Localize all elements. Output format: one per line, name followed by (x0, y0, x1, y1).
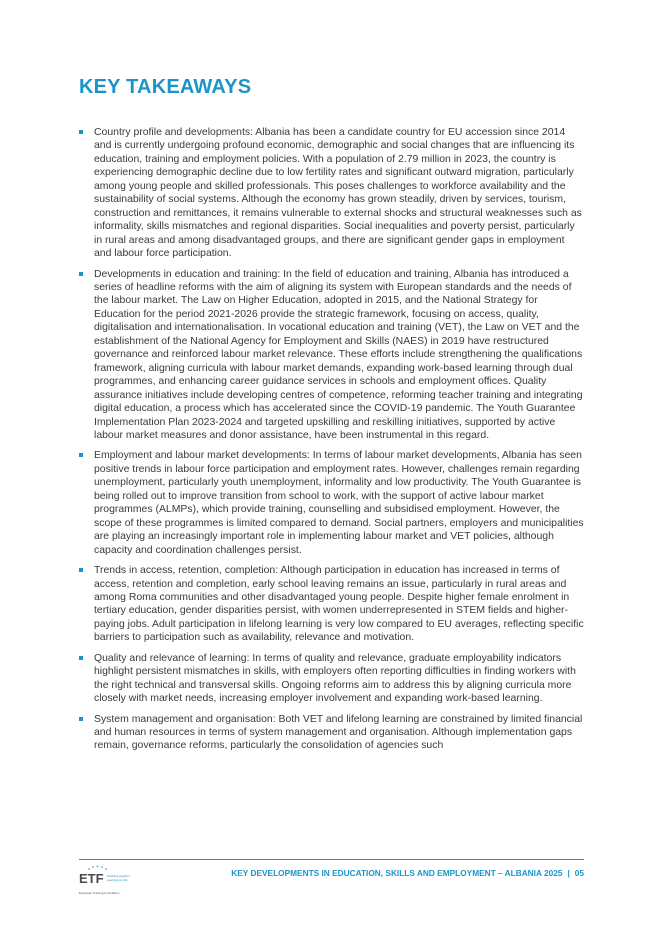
list-item (79, 449, 584, 557)
square-bullet-icon (79, 272, 83, 276)
etf-logo (79, 864, 139, 898)
list-item-text: Employment and labour market developments: In terms of labour market developments, Albania has seen positive trends in labour force participation and employment rates. However, challenges remain regarding unemployment, particularly youth unemployment, informality and low productivity. The Youth Guarantee is being rolled out to improve transition from school to work, with the support of active labour market programmes (ALMPs), which provide training, counselling and subsidised employment. However, the scope of these programmes is limited compared to demand. Social partners, employers and municipalities are playing an increasingly important role in implementing labour market and VET policies, although capacity and coordination challenges persist. (94, 450, 584, 556)
list-item (79, 268, 584, 443)
logo-wordmark: ETF (79, 871, 104, 886)
footer-title: KEY DEVELOPMENTS IN EDUCATION, SKILLS AND EMPLOYMENT – ALBANIA 2025 (231, 868, 563, 878)
square-bullet-icon (79, 656, 83, 660)
running-footer (231, 868, 584, 878)
list-item-text: Trends in access, retention, completion: Although participation in education has increased in terms of access, retention and completion, early school leaving remains an issue, particularly in rural areas and among Roma communities and other disadvantaged young people. Despite higher female enrolment in tertiary education, gender disparities persist, with women underrepresented in STEM fields and higher-paying jobs. Adult participation in lifelong learning is very low compared to EU averages, reflecting specific barriers to participation such as availability, relevance and motivation. (94, 565, 584, 644)
list-item-text: Country profile and developments: Albania has been a candidate country for EU accession since 2014 and is currently undergoing profound economic, demographic and social changes that are influencing its education, training and employment policies. With a population of 2.79 million in 2023, the country is experiencing demographic decline due to low fertility rates and significant outward migration, particularly among young people and skilled professionals. This poses challenges to workforce availability and the sustainability of social systems. Although the economy has grown steadily, driven by services, tourism, construction and remittances, it remains vulnerable to external shocks and structural weaknesses such as informality, skills mismatches and regional disparities. Social inequalities and poverty persist, particularly in rural areas and among disadvantaged groups, and there are significant gender gaps in employment and labour force participation. (94, 127, 582, 260)
logo-tagline-1: Working together (107, 874, 130, 878)
list-item (79, 126, 584, 261)
takeaways-list (79, 126, 584, 760)
page-heading: KEY TAKEAWAYS (79, 76, 252, 98)
list-item-text: Quality and relevance of learning: In terms of quality and relevance, graduate employability indicators highlight persistent mismatches in skills, with employers often reporting difficulties in finding workers with the right technical and transversal skills. Ongoing reforms aim to address this by aligning curricula more closely with market needs, increasing employer involvement and expanding work-based learning. (94, 652, 576, 705)
footer-separator: | (567, 868, 570, 878)
square-bullet-icon (79, 453, 83, 457)
list-item (79, 564, 584, 645)
page-number: 05 (574, 868, 584, 878)
list-item (79, 652, 584, 706)
square-bullet-icon (79, 130, 83, 134)
list-item-text: System management and organisation: Both VET and lifelong learning are constrained by limited financial and human resources in terms of system management and organisation. Although implementation gaps remain, governance reforms, particularly the consolidation of agencies such (94, 713, 583, 752)
square-bullet-icon (79, 717, 83, 721)
list-item-text: Developments in education and training: In the field of education and training, Albania has introduced a series of headline reforms with the aim of aligning its system with European standards and the needs of the labour market. The Law on Higher Education, adopted in 2015, and the National Strategy for Education for the period 2021-2026 provide the strategic framework, focusing on access, quality, digitalisation and internationalisation. In vocational education and training (VET), the Law on VET and the establishment of the National Agency for Employment and Skills (NAES) in 2019 have restructured governance and reinforced labour market relevance. These efforts include strengthening the qualifications framework, aligning curricula with labour market demands, expanding work-based learning through dual programmes, and enhancing career guidance services in schools and employment offices. Quality assurance initiatives include developing centres of competence, reforming teacher training and integrating digital education, a process which has accelerated since the COVID-19 pandemic. The Youth Guarantee Implementation Plan 2023-2024 and targeted upskilling and reskilling initiatives, supported by active labour market measures and donor assistance, have been instrumental in this regard. (94, 268, 583, 441)
stars-icon (88, 866, 107, 870)
list-item (79, 713, 584, 753)
square-bullet-icon (79, 568, 83, 572)
logo-tagline-2: Learning for life (107, 878, 128, 882)
footer-divider (79, 859, 584, 860)
logo-org-name: European Training Foundation (79, 891, 120, 895)
